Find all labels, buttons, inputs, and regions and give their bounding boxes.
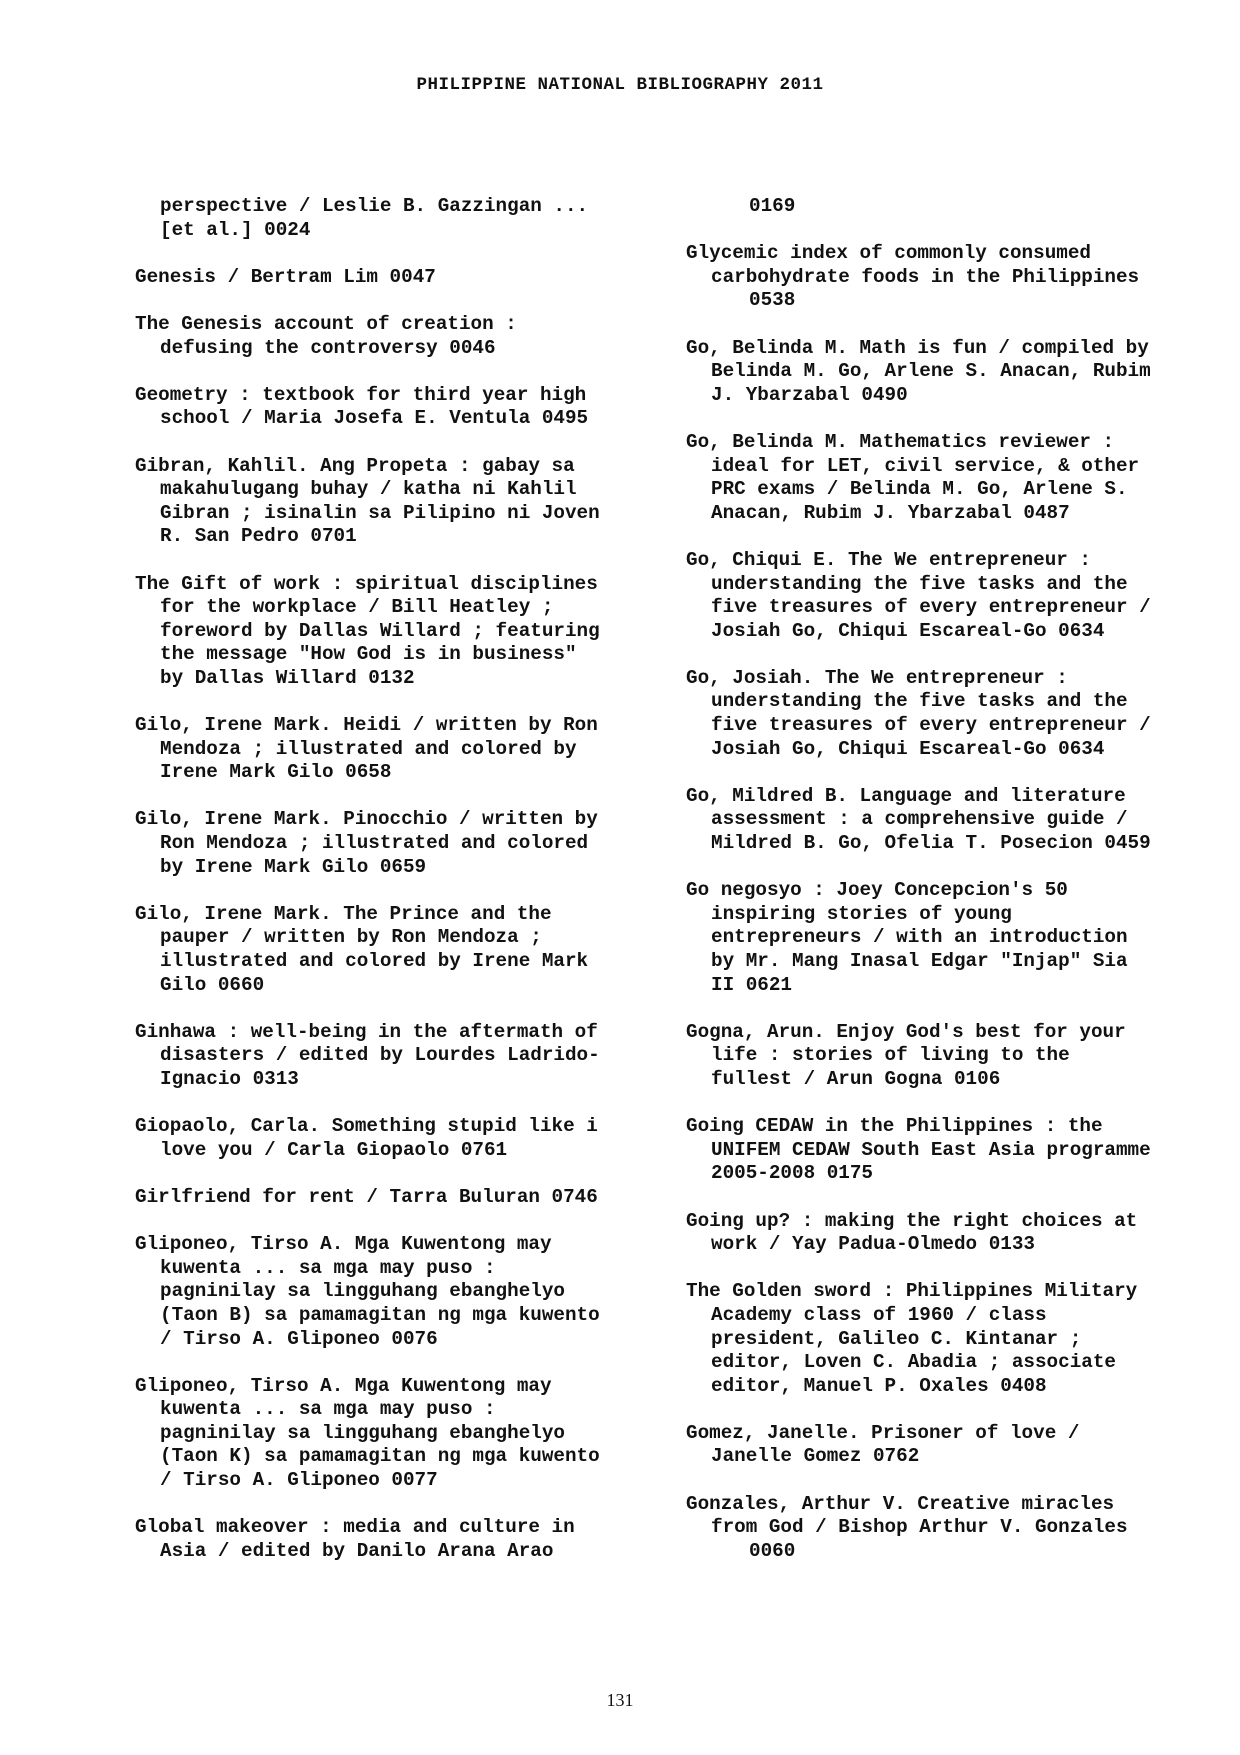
entry-text: Gliponeo, Tirso A. Mga Kuwentong may kuwenta ... sa mga may puso : pagninilay sa lingguhang ebanghelyo (Taon K) sa pamamagitan ng mga kuwento / Tirso A. Gliponeo 0077 [135, 1374, 600, 1492]
bibliography-entry [135, 1115, 655, 1162]
entry-text: Gilo, Irene Mark. The Prince and the pauper / written by Ron Mendoza ; illustrated and colored by Irene Mark Gilo 0660 [135, 902, 589, 996]
entry-text: 0169 [749, 195, 796, 217]
entry-call-number: 0060 [749, 1539, 796, 1562]
right-column [686, 195, 1206, 1587]
entry-text: Gibran, Kahlil. Ang Propeta : gabay sa makahulugang buhay / katha ni Kahlil Gibran ; isinalin sa Pilipino ni Joven R. San Pedro 0701 [135, 454, 600, 548]
bibliography-entry [686, 195, 1206, 219]
page-header: PHILIPPINE NATIONAL BIBLIOGRAPHY 2011 [416, 75, 824, 95]
bibliography-entry [686, 1210, 1206, 1257]
entry-text: Gonzales, Arthur V. Creative miracles from God / Bishop Arthur V. Gonzales [686, 1492, 1128, 1539]
entry-text: Glycemic index of commonly consumed carbohydrate foods in the Philippines [686, 242, 1140, 288]
bibliography-entry [686, 1422, 1206, 1469]
bibliography-entry [135, 1516, 655, 1563]
entry-text: Giopaolo, Carla. Something stupid like i love you / Carla Giopaolo 0761 [135, 1115, 598, 1161]
entry-text: Geometry : textbook for third year high school / Maria Josefa E. Ventula 0495 [135, 383, 589, 430]
bibliography-entry [135, 455, 655, 549]
entry-text: Go, Belinda M. Math is fun / compiled by Belinda M. Go, Arlene S. Anacan, Rubim J. Ybarzabal 0490 [686, 336, 1151, 406]
bibliography-entry [686, 337, 1206, 408]
bibliography-entry [135, 1233, 655, 1351]
entry-text: The Golden sword : Philippines Military Academy class of 1960 / class president, Galileo C. Kintanar ; editor, Loven C. Abadia ; associate editor, Manuel P. Oxales 0408 [686, 1280, 1138, 1397]
entry-text: Gogna, Arun. Enjoy God's best for your life : stories of living to the fullest / Arun Gogna 0106 [686, 1020, 1126, 1090]
entry-text: Go, Chiqui E. The We entrepreneur : understanding the five tasks and the five treasures of every entrepreneur / Josiah Go, Chiqui Escareal-Go 0634 [686, 548, 1151, 642]
bibliography-entry [686, 1115, 1206, 1186]
bibliography-entry [686, 1280, 1206, 1398]
bibliography-entry [686, 785, 1206, 856]
bibliography-entry [686, 431, 1206, 525]
left-column [135, 195, 655, 1587]
bibliography-entry [135, 313, 655, 360]
bibliography-entry [686, 242, 1206, 313]
entry-text: Global makeover : media and culture in Asia / edited by Danilo Arana Arao [135, 1516, 575, 1562]
entry-text: Gliponeo, Tirso A. Mga Kuwentong may kuwenta ... sa mga may puso : pagninilay sa lingguhang ebanghelyo (Taon B) sa pamamagitan ng mga kuwento / Tirso A. Gliponeo 0076 [135, 1233, 600, 1350]
entry-text: Going CEDAW in the Philippines : the UNIFEM CEDAW South East Asia programme 2005-2008 0175 [686, 1115, 1151, 1185]
entry-text: The Genesis account of creation : defusing the controversy 0046 [135, 312, 517, 359]
bibliography-entry [135, 384, 655, 431]
entry-text: Genesis / Bertram Lim 0047 [135, 265, 436, 288]
bibliography-entry [135, 1021, 655, 1092]
bibliography-entry [686, 879, 1206, 997]
entry-text: Girlfriend for rent / Tarra Buluran 0746 [135, 1185, 598, 1208]
entry-text: Go, Josiah. The We entrepreneur : understanding the five tasks and the five treasures of every entrepreneur / Josiah Go, Chiqui Escareal-Go 0634 [686, 666, 1151, 760]
entry-text: Go, Belinda M. Mathematics reviewer : ideal for LET, civil service, & other PRC exams / Belinda M. Go, Arlene S. Anacan, Rubim J. Ybarzabal 0487 [686, 430, 1140, 524]
entry-text: The Gift of work : spiritual disciplines for the workplace / Bill Heatley ; foreword by Dallas Willard ; featuring the message "How God is in business" by Dallas Willard 0132 [135, 572, 600, 689]
bibliography-entry [135, 1375, 655, 1493]
entry-text: Gomez, Janelle. Prisoner of love / Janelle Gomez 0762 [686, 1421, 1080, 1468]
bibliography-entry [686, 549, 1206, 643]
bibliography-entry [686, 1493, 1206, 1564]
page-number: 131 [606, 1690, 634, 1710]
entry-text: Gilo, Irene Mark. Pinocchio / written by Ron Mendoza ; illustrated and colored by Irene Mark Gilo 0659 [135, 808, 598, 878]
bibliography-entry [135, 573, 655, 691]
entry-text: Going up? : making the right choices at work / Yay Padua-Olmedo 0133 [686, 1209, 1138, 1256]
bibliography-entry [686, 667, 1206, 761]
entry-text: Ginhawa : well-being in the aftermath of disasters / edited by Lourdes Ladrido- Ignacio 0313 [135, 1020, 600, 1090]
bibliography-entry [135, 808, 655, 879]
bibliography-entry [135, 1186, 655, 1210]
bibliography-entry [135, 195, 655, 242]
bibliography-entry [135, 903, 655, 997]
entry-text: Gilo, Irene Mark. Heidi / written by Ron Mendoza ; illustrated and colored by Irene Mark Gilo 0658 [135, 714, 598, 784]
entry-text: perspective / Leslie B. Gazzingan ... [et al.] 0024 [160, 195, 589, 241]
bibliography-entry [135, 266, 655, 290]
entry-text: Go, Mildred B. Language and literature assessment : a comprehensive guide / Mildred B. Go, Ofelia T. Posecion 0459 [686, 784, 1151, 855]
entry-text: Go negosyo : Joey Concepcion's 50 inspiring stories of young entrepreneurs / with an introduction by Mr. Mang Inasal Edgar "Injap" Sia II 0621 [686, 879, 1128, 996]
bibliography-entry [135, 714, 655, 785]
bibliography-entry [686, 1021, 1206, 1092]
entry-call-number: 0538 [749, 289, 796, 312]
